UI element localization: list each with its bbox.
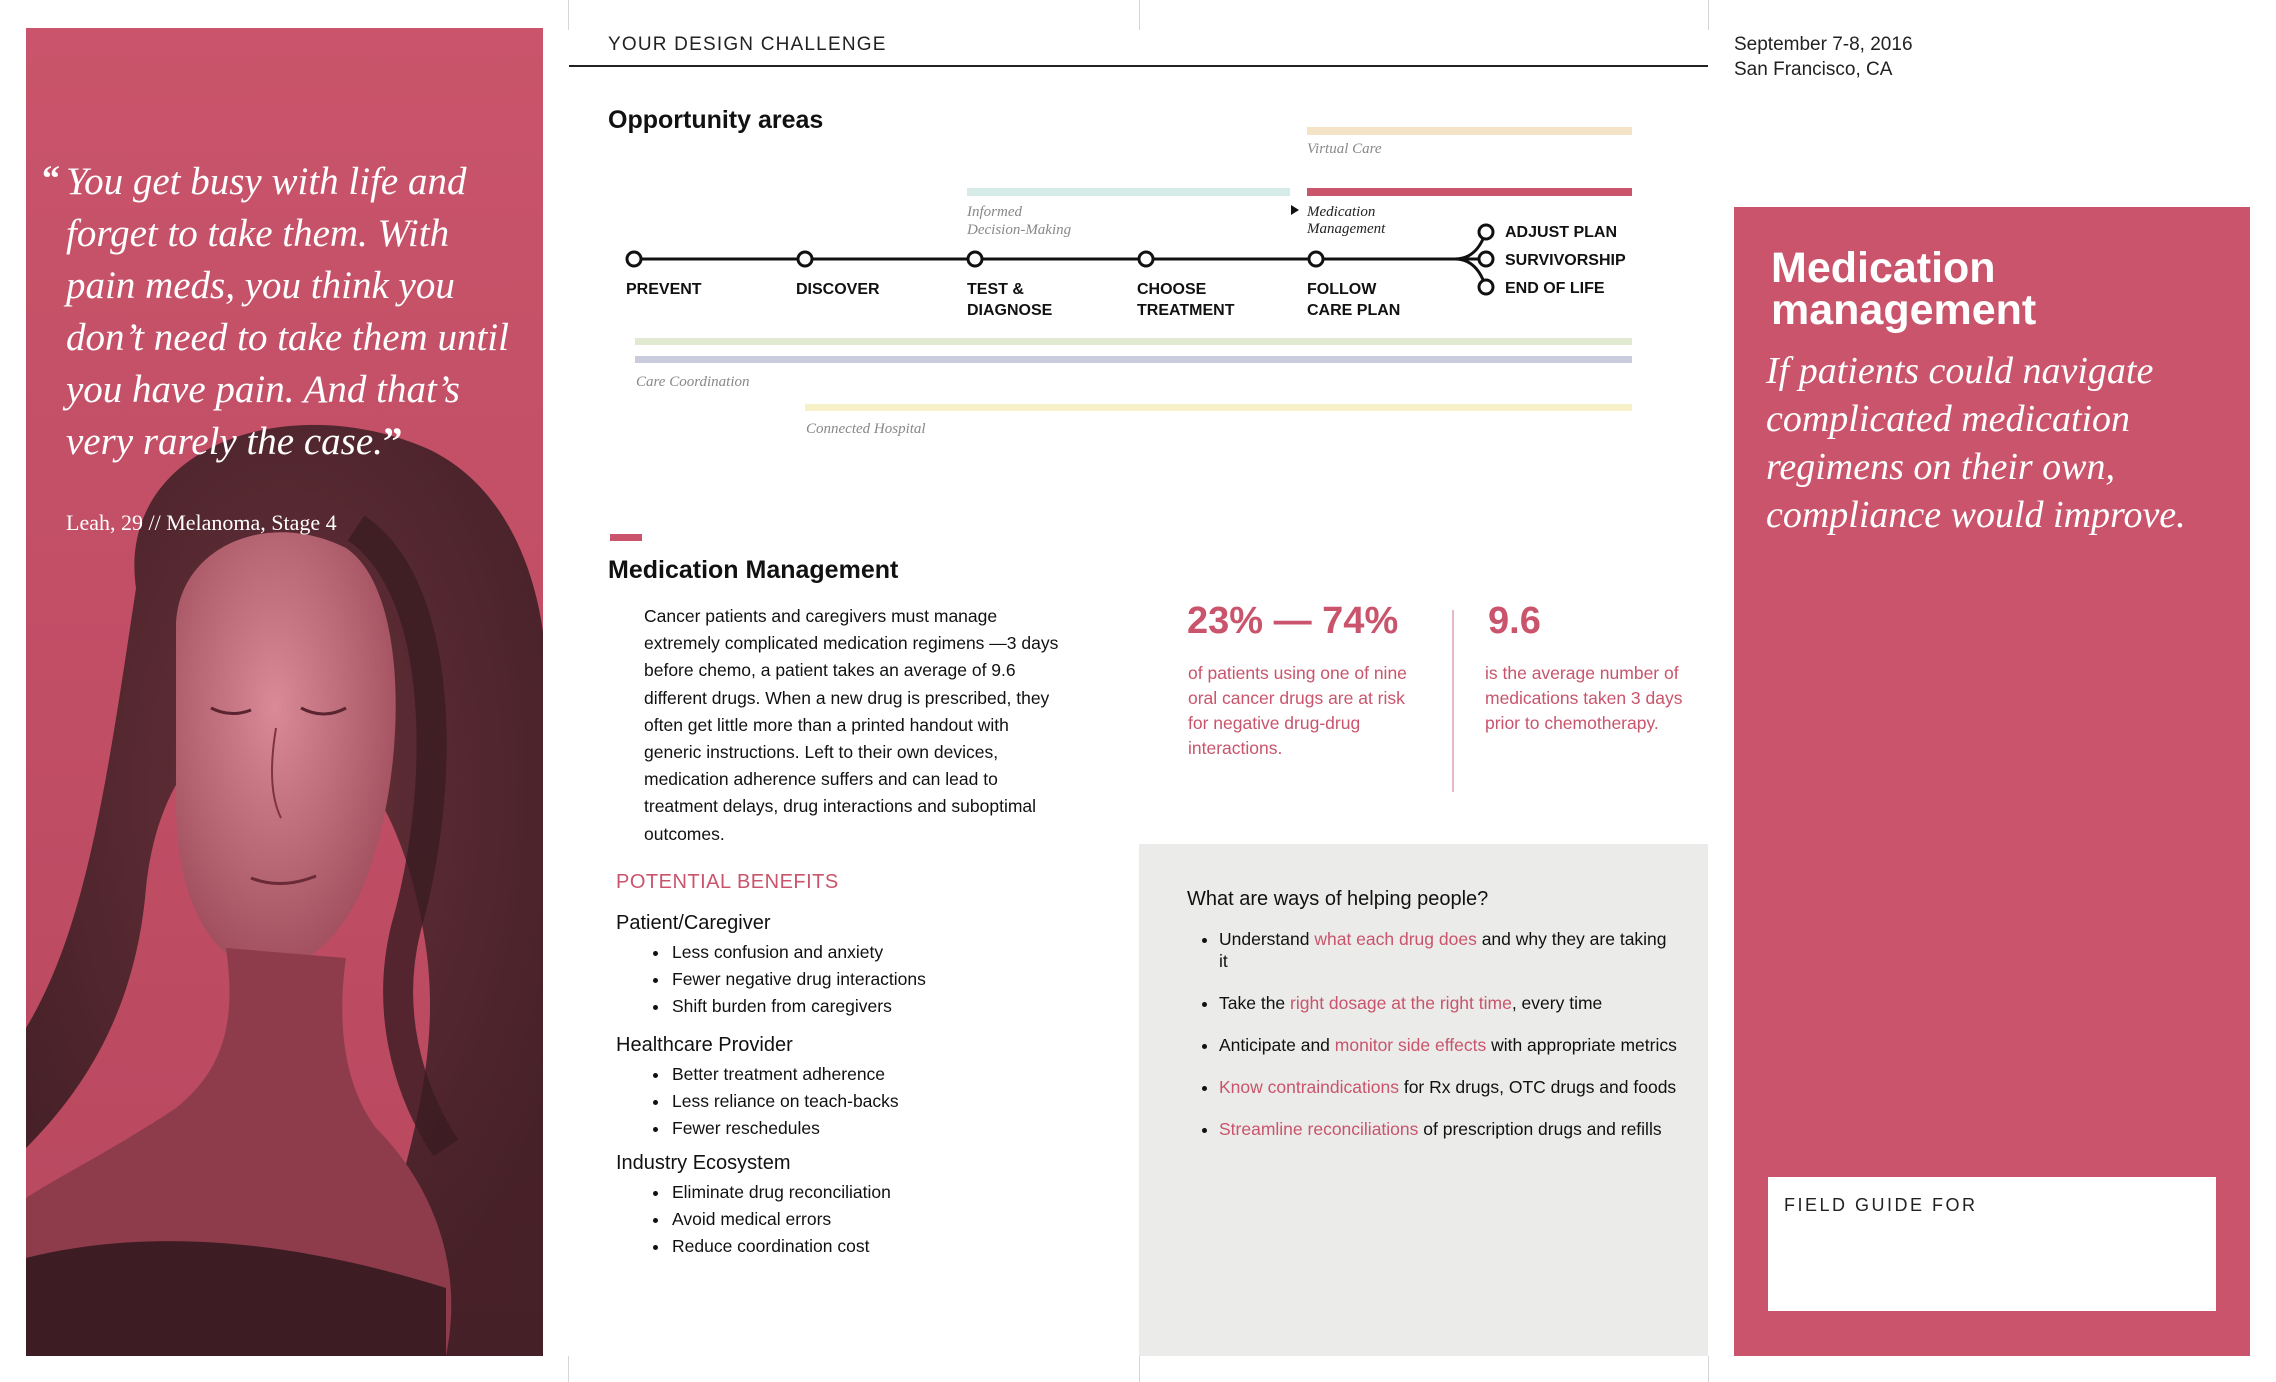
cover-panel xyxy=(1734,207,2250,1356)
virtual-care-tag: Virtual Care xyxy=(1307,141,1382,157)
header-rule xyxy=(569,65,1708,67)
list-item: • Avoid medical errors xyxy=(670,1206,1116,1233)
section-body: Cancer patients and caregivers must manage extremely complicated medication regimens —3 days before chemo, a patient takes an average of 9.6 different drugs. When a new drug is prescribed, they often get little more than a printed handout with generic instructions. Left to their own devices, medication adherence suffers and can lead to treatment delays, drug interactions and suboptimal outcomes. xyxy=(644,606,1059,844)
branch-label-adjust: ADJUST PLAN xyxy=(1505,224,1618,241)
benefit-heading: Healthcare Provider xyxy=(616,1034,793,1056)
list-item xyxy=(1219,928,1679,972)
list-item: • Shift burden from caregivers xyxy=(670,993,1116,1020)
quote-attribution: Leah, 29 // Melanoma, Stage 4 xyxy=(66,510,337,535)
branch-node-end xyxy=(1479,280,1493,294)
stage-label-prevent: PREVENT xyxy=(626,281,702,298)
challenge-label: YOUR DESIGN CHALLENGE xyxy=(608,34,887,55)
benefit-group-patient xyxy=(616,912,1116,1020)
fold-mark xyxy=(568,1356,569,1382)
medication-band xyxy=(1307,188,1632,196)
list-item: • Fewer negative drug interactions xyxy=(670,966,1116,993)
branch-label-survivorship: SURVIVORSHIP xyxy=(1505,252,1626,269)
patient-quote xyxy=(42,156,526,468)
care-coordination-band-blue xyxy=(635,356,1632,363)
benefit-heading: Patient/Caregiver xyxy=(616,912,771,934)
list-item: • Less reliance on teach-backs xyxy=(670,1088,1116,1115)
stage-label-choose: CHOOSE xyxy=(1137,281,1207,298)
stat-value: 9.6 xyxy=(1488,600,1541,642)
fold-mark xyxy=(1708,1356,1709,1382)
stage-label-test: TEST & xyxy=(967,281,1024,298)
stage-node-test xyxy=(968,252,982,266)
quote-close-mark: ” xyxy=(382,420,403,463)
quote-open-mark: “ xyxy=(42,158,60,198)
helping-list xyxy=(1187,928,1679,1160)
stat-description: of patients using one of nine oral cancer drugs are at risk for negative drug-drug interactions. xyxy=(1188,663,1407,758)
item-highlight: Streamline reconciliations xyxy=(1219,1119,1419,1139)
branch-node-adjust xyxy=(1479,225,1493,239)
stage-node-choose xyxy=(1139,252,1153,266)
event-date: September 7-8, 2016 xyxy=(1734,34,1913,55)
branch-node-survivorship xyxy=(1479,252,1493,266)
item-highlight: what each drug does xyxy=(1314,929,1477,949)
field-guide-label: FIELD GUIDE FOR xyxy=(1784,1195,1978,1215)
care-coordination-tag: Care Coordination xyxy=(636,374,750,390)
fold-mark xyxy=(1708,0,1709,30)
benefits-title: POTENTIAL BENEFITS xyxy=(616,871,839,893)
care-coordination-band-green xyxy=(635,338,1632,345)
helping-box xyxy=(1139,844,1708,1356)
cover-title-line2: management xyxy=(1771,286,2037,334)
event-location: San Francisco, CA xyxy=(1734,59,1893,80)
stage-label-treatment: TREATMENT xyxy=(1137,302,1235,319)
virtual-care-band xyxy=(1307,127,1632,135)
quote-panel xyxy=(26,28,543,1356)
play-arrow-icon xyxy=(1291,205,1299,215)
branch-label-end: END OF LIFE xyxy=(1505,280,1605,297)
list-item: • Reduce coordination cost xyxy=(670,1233,1116,1260)
connected-hospital-tag: Connected Hospital xyxy=(806,421,926,437)
fold-mark xyxy=(568,0,569,30)
opportunity-title: Opportunity areas xyxy=(608,106,824,134)
quote-text: You get busy with life and forget to take them. With pain meds, you think you don’t need to take them until you have pain. And that’s very rarely the case. xyxy=(66,160,509,463)
item-highlight: right dosage at the right time xyxy=(1290,993,1512,1013)
stage-label-follow: FOLLOW xyxy=(1307,281,1377,298)
item-text: , every time xyxy=(1511,993,1603,1013)
stage-node-follow xyxy=(1309,252,1323,266)
benefit-list xyxy=(616,939,1116,1020)
benefit-list xyxy=(616,1061,1116,1142)
stage-label-diagnose: DIAGNOSE xyxy=(967,302,1053,319)
item-text: with appropriate metrics xyxy=(1486,1035,1677,1055)
list-item xyxy=(1219,992,1679,1014)
informed-tag-line1: Informed xyxy=(967,204,1022,220)
informed-band xyxy=(967,188,1290,196)
item-text: of prescription drugs and refills xyxy=(1418,1119,1662,1139)
list-item xyxy=(1219,1076,1679,1098)
list-item: • Fewer reschedules xyxy=(670,1115,1116,1142)
stat-description: is the average number of medications taken 3 days prior to chemotherapy. xyxy=(1485,663,1683,733)
medication-tag-line2: Management xyxy=(1307,221,1386,237)
benefit-heading: Industry Ecosystem xyxy=(616,1152,791,1174)
stage-label-careplan: CARE PLAN xyxy=(1307,302,1401,319)
cover-title xyxy=(1771,244,2211,334)
item-highlight: monitor side effects xyxy=(1334,1035,1487,1055)
event-info xyxy=(1734,32,1913,82)
fold-mark xyxy=(1139,0,1140,30)
section-title: Medication Management xyxy=(608,556,899,584)
section-accent-bar xyxy=(610,534,642,541)
fold-mark xyxy=(1139,1356,1140,1382)
helping-title: What are ways of helping people? xyxy=(1187,888,1489,910)
item-text: and why they are taking it xyxy=(1219,929,1667,971)
field-guide-box xyxy=(1768,1177,2216,1311)
item-highlight: Know contraindications xyxy=(1219,1077,1399,1097)
stat-value: 23% — 74% xyxy=(1187,600,1399,642)
stage-label-discover: DISCOVER xyxy=(796,281,880,298)
medication-tag-line1: Medication xyxy=(1307,204,1376,220)
cover-title-line1: Medication xyxy=(1771,244,1996,292)
list-item xyxy=(1219,1118,1679,1140)
list-item: • Better treatment adherence xyxy=(670,1061,1116,1088)
stage-node-prevent xyxy=(627,252,641,266)
benefit-group-provider xyxy=(616,1034,1116,1142)
cover-hypothesis: If patients could navigate complicated medication regimens on their own, compliance would improve. xyxy=(1766,350,2186,536)
informed-tag-line2: Decision-Making xyxy=(967,222,1072,238)
stage-node-discover xyxy=(798,252,812,266)
benefit-group-industry xyxy=(616,1152,1116,1260)
connected-hospital-band xyxy=(805,404,1632,411)
journey-timeline xyxy=(600,120,1660,440)
stat-divider xyxy=(1452,610,1454,792)
list-item xyxy=(1219,1034,1679,1056)
item-text: Anticipate and xyxy=(1219,1035,1335,1055)
benefit-list xyxy=(616,1179,1116,1260)
item-text: Take the xyxy=(1219,993,1291,1013)
item-text: Understand xyxy=(1219,929,1315,949)
list-item: • Eliminate drug reconciliation xyxy=(670,1179,1116,1206)
item-text: for Rx drugs, OTC drugs and foods xyxy=(1398,1077,1677,1097)
list-item: • Less confusion and anxiety xyxy=(670,939,1116,966)
